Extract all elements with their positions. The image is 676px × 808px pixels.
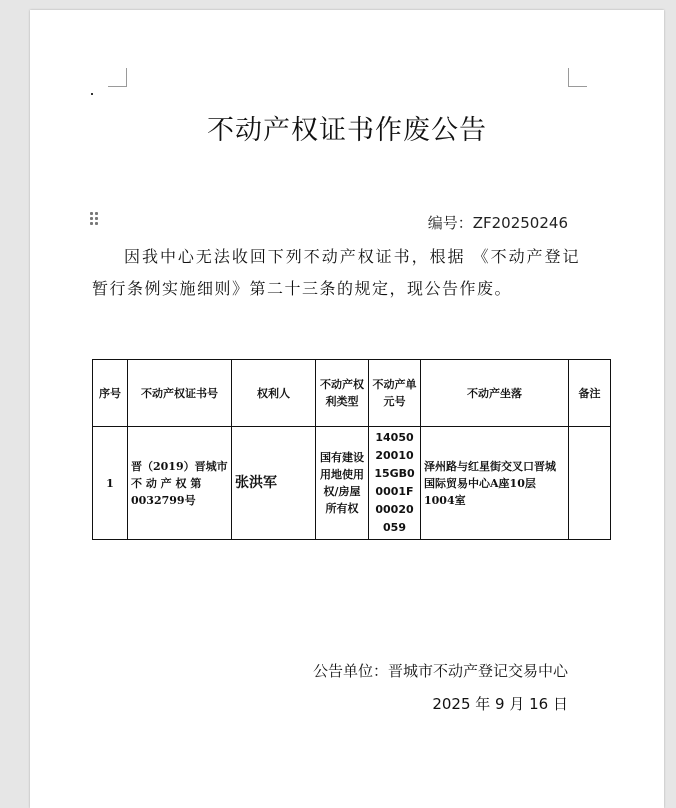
header-holder: 权利人 xyxy=(232,360,316,427)
document-number-value: ZF20250246 xyxy=(472,214,568,232)
announcement-body: 因我中心无法收回下列不动产权证书，根据 《不动产登记暂行条例实施细则》第二十三条的规定，现公告作废。 xyxy=(92,247,580,298)
paragraph-mark xyxy=(91,93,93,95)
certificate-table xyxy=(92,359,611,540)
document-number xyxy=(428,212,568,233)
header-remark: 备注 xyxy=(569,360,611,427)
header-seq: 序号 xyxy=(93,360,128,427)
document-page xyxy=(30,10,664,808)
header-unit-no: 不动产单元号 xyxy=(369,360,421,427)
margin-corner-top-left xyxy=(108,68,127,87)
header-location: 不动产坐落 xyxy=(421,360,569,427)
cell-cert-no: 晋（2019）晋城市不 动 产 权 第0032799号 xyxy=(128,427,232,540)
cell-remark xyxy=(569,427,611,540)
table-header-row xyxy=(93,360,611,427)
issue-date: 2025 年 9 月 16 日 xyxy=(432,695,568,713)
issuer-line: 公告单位：晋城市不动产登记交易中心 xyxy=(312,662,568,680)
cell-unit-no: 140502001015GB00001F00020059 xyxy=(369,427,421,540)
document-title: 不动产权证书作废公告 xyxy=(207,115,487,146)
cell-right-type: 国有建设用地使用权/房屋所有权 xyxy=(316,427,369,540)
cell-seq: 1 xyxy=(93,427,128,540)
table-move-handle-icon[interactable] xyxy=(90,212,100,226)
document-number-label: 编号： xyxy=(427,214,473,232)
header-right-type: 不动产权利类型 xyxy=(316,360,369,427)
cell-location: 泽州路与红星街交叉口晋城国际贸易中心A座10层1004室 xyxy=(421,427,569,540)
cell-holder: 张洪军 xyxy=(232,427,316,540)
margin-corner-top-right xyxy=(568,68,587,87)
header-cert-no: 不动产权证书号 xyxy=(128,360,232,427)
table-row xyxy=(93,427,611,540)
